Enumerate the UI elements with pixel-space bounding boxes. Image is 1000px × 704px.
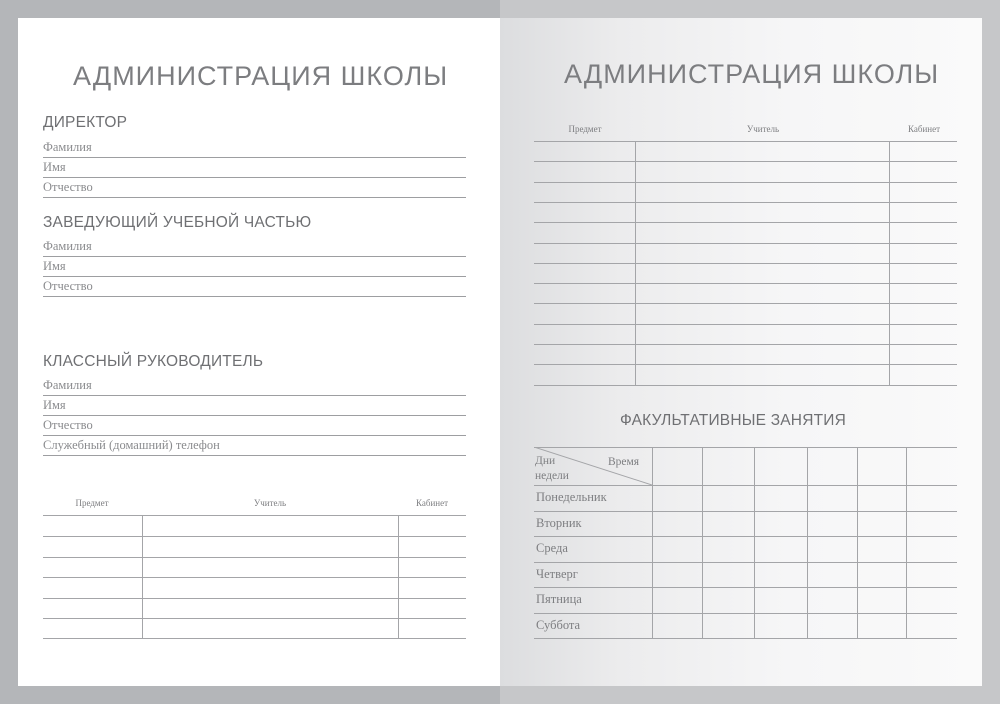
deputy-patronymic-field[interactable]: [43, 276, 466, 297]
electives-column-divider: [702, 447, 703, 638]
table-row[interactable]: [534, 222, 957, 223]
column-header-teacher: Учитель: [746, 124, 780, 134]
corner-time-label: Время: [608, 456, 640, 468]
class-teacher-heading: КЛАССНЫЙ РУКОВОДИТЕЛЬ: [43, 353, 264, 370]
field-label: Отчество: [43, 279, 93, 293]
day-label: Вторник: [536, 516, 582, 530]
field-label: Имя: [43, 398, 66, 412]
electives-header-rule: [534, 485, 957, 486]
class-teacher-phone-field[interactable]: [43, 435, 466, 456]
field-label: Отчество: [43, 180, 93, 194]
table-row[interactable]: [43, 618, 466, 619]
field-label: Фамилия: [43, 239, 92, 253]
director-heading: ДИРЕКТОР: [43, 114, 128, 131]
field-label: Отчество: [43, 418, 93, 432]
electives-heading: ФАКУЛЬТАТИВНЫЕ ЗАНЯТИЯ: [620, 412, 846, 429]
page-title: АДМИНИСТРАЦИЯ ШКОЛЫ: [73, 61, 449, 91]
electives-row-rule: [534, 562, 957, 563]
electives-column-divider: [807, 447, 808, 638]
table-row[interactable]: [43, 577, 466, 578]
table-row[interactable]: [534, 202, 957, 203]
column-header-teacher: Учитель: [253, 498, 287, 508]
director-patronymic-field[interactable]: [43, 177, 466, 198]
column-header-subject: Предмет: [568, 124, 602, 134]
table-bottom-rule: [534, 385, 957, 386]
table-top-rule: [43, 515, 466, 516]
table-row[interactable]: [43, 536, 466, 537]
electives-row-rule: [534, 511, 957, 512]
electives-column-divider: [754, 447, 755, 638]
column-divider: [635, 141, 636, 385]
day-label: Пятница: [536, 592, 582, 606]
page-title: АДМИНИСТРАЦИЯ ШКОЛЫ: [564, 59, 940, 89]
table-row[interactable]: [534, 161, 957, 162]
corner-week-label: недели: [535, 470, 569, 482]
column-divider: [142, 515, 143, 638]
electives-row-rule: [534, 613, 957, 614]
field-label: Служебный (домашний) телефон: [43, 438, 220, 452]
electives-row-rule: [534, 536, 957, 537]
table-row[interactable]: [43, 598, 466, 599]
corner-diagonal: [534, 447, 652, 485]
director-name-field[interactable]: [43, 157, 466, 178]
right-page: [500, 18, 982, 686]
column-divider: [398, 515, 399, 638]
table-row[interactable]: [534, 324, 957, 325]
table-row[interactable]: [534, 283, 957, 284]
director-surname-field[interactable]: [43, 137, 466, 158]
table-row[interactable]: [534, 243, 957, 244]
day-label: Среда: [536, 541, 568, 555]
field-label: Фамилия: [43, 378, 92, 392]
day-label: Суббота: [536, 618, 581, 632]
table-row[interactable]: [534, 364, 957, 365]
left-page: [18, 18, 500, 686]
deputy-surname-field[interactable]: [43, 236, 466, 257]
class-teacher-surname-field[interactable]: [43, 375, 466, 396]
field-label: Имя: [43, 160, 66, 174]
column-header-subject: Предмет: [75, 498, 109, 508]
table-row[interactable]: [43, 557, 466, 558]
corner-days-label: Дни: [535, 455, 556, 467]
day-label: Понедельник: [536, 490, 607, 504]
electives-column-divider: [906, 447, 907, 638]
column-divider: [889, 141, 890, 385]
table-top-rule: [534, 141, 957, 142]
electives-column-divider: [652, 447, 653, 638]
class-teacher-name-field[interactable]: [43, 395, 466, 416]
table-bottom-rule: [43, 638, 466, 639]
table-row[interactable]: [534, 303, 957, 304]
electives-row-rule: [534, 638, 957, 639]
table-row[interactable]: [534, 182, 957, 183]
electives-top-rule: [534, 447, 957, 448]
field-label: Имя: [43, 259, 66, 273]
field-label: Фамилия: [43, 140, 92, 154]
electives-row-rule: [534, 587, 957, 588]
column-header-room: Кабинет: [907, 124, 941, 134]
deputy-name-field[interactable]: [43, 256, 466, 277]
column-header-room: Кабинет: [415, 498, 449, 508]
deputy-heading: ЗАВЕДУЮЩИЙ УЧЕБНОЙ ЧАСТЬЮ: [43, 214, 312, 231]
electives-column-divider: [857, 447, 858, 638]
table-row[interactable]: [534, 263, 957, 264]
day-label: Четверг: [536, 567, 578, 581]
class-teacher-patronymic-field[interactable]: [43, 415, 466, 436]
table-row[interactable]: [534, 344, 957, 345]
